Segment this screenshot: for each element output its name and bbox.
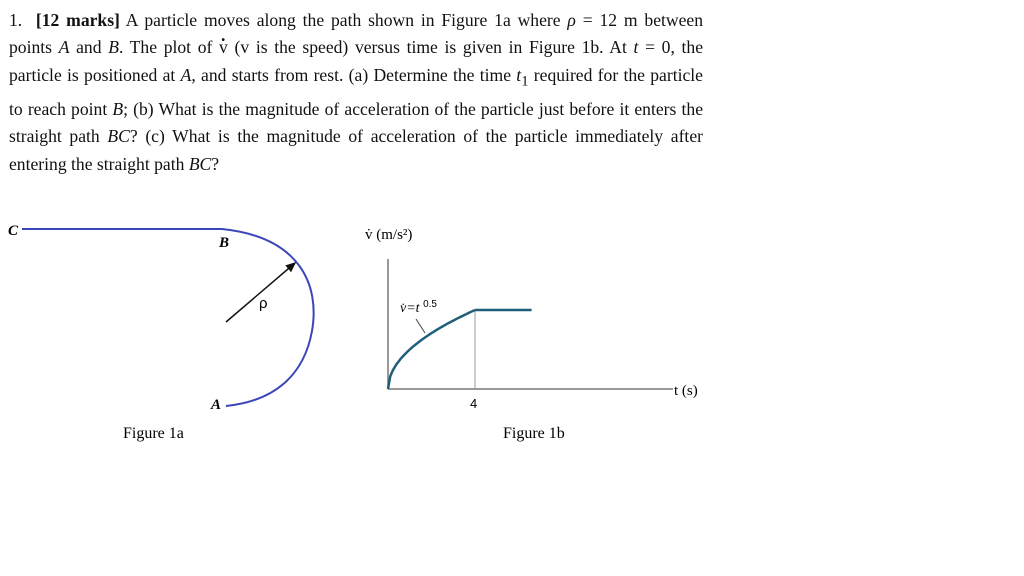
rho-symbol: ρ [567,10,576,30]
point-a-ref: A [180,64,192,85]
problem-text [9,7,703,178]
curve-label [400,299,437,316]
x-tick-4: 4 [470,396,478,411]
text-part: , and starts from rest. (a) Determine the time [191,64,512,85]
problem-number: 1. [9,10,23,30]
text-part: and [76,37,102,58]
text-part: ; (b) What is the magnitude of acceleration of the particle just before it enters the straight path [9,98,703,147]
figure-1b [360,215,700,445]
t1-symbol: t [516,64,522,85]
problem-marks: [12 marks] [35,10,120,30]
point-a-ref: A [58,37,70,58]
curved-path-ab [222,229,314,406]
path-bc-ref: BC [107,126,130,147]
curve-label-base: v̇=t [400,301,420,316]
label-c: C [8,223,19,239]
t1-subscript: 1 [521,73,529,90]
caption-figure-1b: Figure 1b [503,425,565,442]
label-b: B [219,235,230,251]
label-a: A [211,397,222,413]
vdot-symbol: v . [219,34,228,61]
x-axis-label: t (s) [674,383,698,399]
text-part: = 0, the particle is positioned at [9,37,704,85]
point-b-ref: B [108,37,119,58]
figure-1a [0,215,340,445]
text-part: . The plot of [118,37,213,58]
text-part: A particle moves along the path shown in Figure 1a where [125,10,561,30]
caption-figure-1a: Figure 1a [123,425,184,442]
text-part: required for the particle to reach point [9,64,703,119]
t-symbol: t [633,37,639,58]
text-part: = 12 m between points [9,10,704,58]
label-rho: ρ [259,295,268,312]
curve-label-exponent: 0.5 [423,299,437,310]
text-part: (v is the speed) versus time is given in Figure 1b. At [234,37,627,58]
text-part: ? [211,153,220,174]
sqrt-curve [388,310,475,389]
path-bc-ref: BC [188,153,212,174]
curve-pointer [416,319,425,333]
text-part: ? (c) What is the magnitude of acceleration of the particle immediately after entering the straight path [9,126,703,174]
point-b-ref: B [112,98,124,119]
y-axis-label: v̇ (m/s²) [365,227,413,243]
radius-arrow [226,263,295,322]
